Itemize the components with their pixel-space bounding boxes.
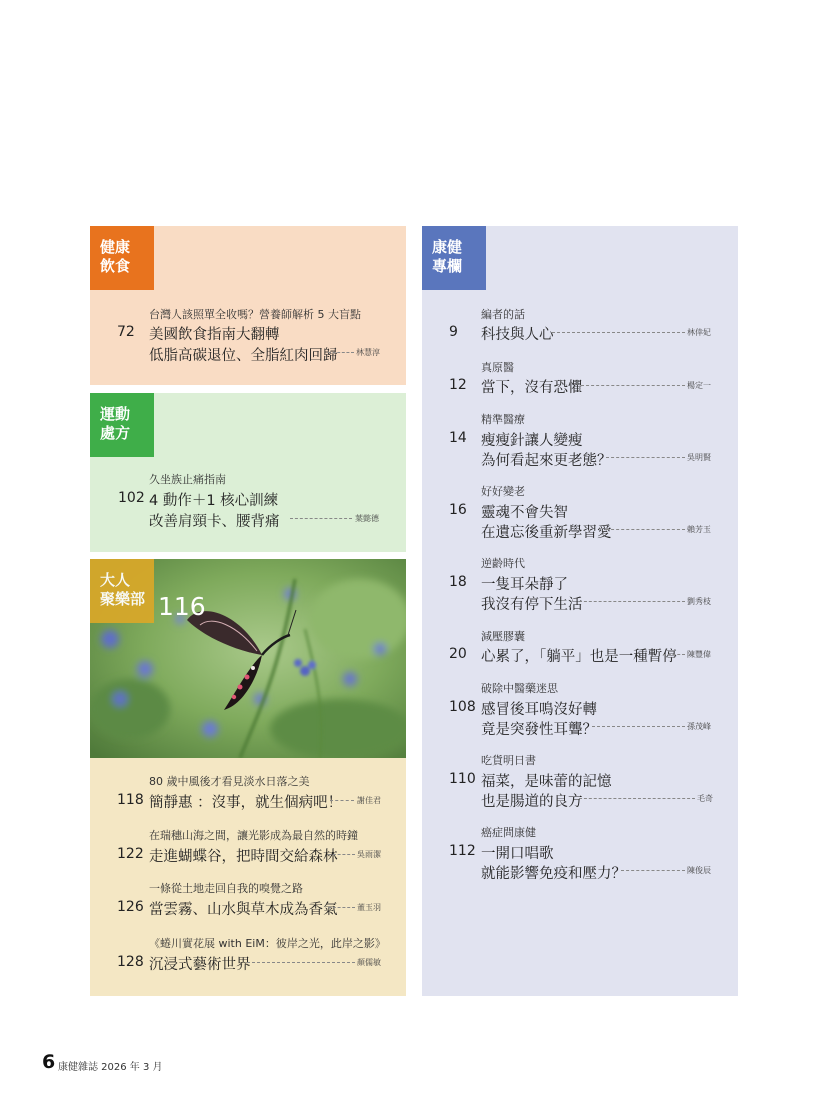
leader-line: [606, 529, 685, 530]
section-exercise: [90, 393, 406, 552]
leader-line: [328, 907, 355, 908]
section-tag-exercise: 運動 處方: [90, 393, 154, 457]
article-kicker: 癌症問康健: [481, 826, 536, 839]
folio-text: 康健雜誌 2026 年 3 月: [58, 1062, 163, 1073]
leader-line: [552, 332, 685, 333]
article-kicker: 破除中醫藥迷思: [481, 682, 558, 695]
article-kicker: 減壓膠囊: [481, 630, 525, 643]
page-number[interactable]: 9: [449, 324, 458, 340]
section-tag-diet: 健康 飲食: [90, 226, 154, 290]
article-title[interactable]: 心累了，「躺平」也是一種暫停: [481, 649, 677, 665]
leader-line: [581, 385, 685, 386]
club-page-number[interactable]: 116: [158, 592, 206, 621]
leader-line: [579, 798, 695, 799]
article-author: 吳雨潔: [357, 850, 381, 859]
article-author: 林慧淳: [356, 348, 380, 357]
article-kicker: 80 歲中風後才看見淡水日落之美: [149, 775, 310, 788]
article-title[interactable]: 當下，沒有恐懼: [481, 380, 583, 396]
article-title-line2[interactable]: 竟是突發性耳聾？: [481, 722, 597, 738]
page-number[interactable]: 112: [449, 843, 476, 859]
article-author: 陳俊辰: [687, 866, 711, 875]
leader-line: [579, 601, 685, 602]
article-author: 劉秀枝: [687, 597, 711, 606]
article-title-line2[interactable]: 為何看起來更老態？: [481, 453, 612, 469]
article-kicker: 《蜷川實花展 with EiM：彼岸之光，此岸之影》: [149, 937, 386, 950]
folio-page-number: 6: [42, 1051, 56, 1073]
article-title[interactable]: 當雲霧、山水與草木成為香氣: [149, 902, 338, 918]
leader-line: [247, 962, 355, 963]
page-number[interactable]: 102: [118, 490, 145, 506]
article-author: 林倖妃: [687, 328, 711, 337]
article-title-line2[interactable]: 就能影響免疫和壓力？: [481, 866, 626, 882]
article-title[interactable]: 走進蝴蝶谷，把時間交給森林: [149, 849, 338, 865]
article-author: 董玉羽: [357, 903, 381, 912]
page-number[interactable]: 126: [117, 899, 144, 915]
butterfly-photo: [90, 559, 406, 758]
article-title[interactable]: 感冒後耳鳴沒好轉: [481, 702, 597, 718]
leader-line: [328, 352, 354, 353]
article-kicker: 吃貨明日書: [481, 754, 536, 767]
article-author: 葉懿德: [355, 514, 379, 523]
leader-line: [592, 726, 685, 727]
article-author: 顏儒敏: [357, 958, 381, 967]
page-number[interactable]: 108: [449, 699, 476, 715]
article-author: 孫茂峰: [687, 722, 711, 731]
article-title[interactable]: 瘦瘦針讓人變瘦: [481, 433, 583, 449]
article-author: 毛奇: [697, 794, 713, 803]
section-column: [422, 226, 738, 996]
article-kicker: 逆齡時代: [481, 557, 525, 570]
section-club: [90, 758, 406, 996]
article-kicker: 真原醫: [481, 361, 514, 374]
article-title[interactable]: 美國飲食指南大翻轉: [149, 327, 280, 343]
page-number[interactable]: 14: [449, 430, 467, 446]
article-author: 楊定一: [687, 381, 711, 390]
article-kicker: 一條從土地走回自我的嗅覺之路: [149, 882, 303, 895]
section-diet: [90, 226, 406, 385]
page-number[interactable]: 122: [117, 846, 144, 862]
leader-line: [621, 870, 685, 871]
article-kicker: 編者的話: [481, 308, 525, 321]
article-kicker: 台灣人該照單全收嗎？營養師解析 5 大盲點: [149, 308, 361, 321]
article-kicker: 久坐族止痛指南: [149, 473, 226, 486]
article-title-line2[interactable]: 低脂高碳退位、全脂紅肉回歸: [149, 348, 338, 364]
article-title[interactable]: 科技與人心: [481, 327, 554, 343]
leader-line: [330, 800, 354, 801]
article-author: 賴芳玉: [687, 525, 711, 534]
article-title-line2[interactable]: 我沒有停下生活: [481, 597, 583, 613]
article-author: 陳豐偉: [687, 650, 711, 659]
page-number[interactable]: 18: [449, 574, 467, 590]
article-kicker: 在瑞穗山海之間，讓光影成為最自然的時鐘: [149, 829, 358, 842]
leader-line: [663, 654, 685, 655]
leader-line: [606, 457, 685, 458]
page-number[interactable]: 16: [449, 502, 467, 518]
page-number[interactable]: 110: [449, 771, 476, 787]
article-kicker: 好好變老: [481, 485, 525, 498]
page-number[interactable]: 128: [117, 954, 144, 970]
article-title[interactable]: 4 動作＋1 核心訓練: [149, 493, 279, 509]
page-number[interactable]: 20: [449, 646, 467, 662]
article-title-line2[interactable]: 改善肩頸卡、腰背痛: [149, 514, 280, 530]
article-title-line2[interactable]: 在遺忘後重新學習愛: [481, 525, 612, 541]
section-tag-club: 大人 聚樂部: [90, 559, 154, 623]
article-title[interactable]: 簡靜惠 ：沒事，就生個病吧！: [149, 795, 343, 811]
page-number[interactable]: 118: [117, 792, 144, 808]
page-number[interactable]: 72: [117, 324, 135, 340]
page-number[interactable]: 12: [449, 377, 467, 393]
article-author: 吳明賢: [687, 453, 711, 462]
article-title-line2[interactable]: 也是腸道的良方: [481, 794, 583, 810]
leader-line: [290, 518, 352, 519]
leader-line: [328, 854, 355, 855]
article-title[interactable]: 沉浸式藝術世界: [149, 957, 251, 973]
article-title[interactable]: 靈魂不會失智: [481, 505, 568, 521]
article-title[interactable]: 一隻耳朵靜了: [481, 577, 568, 593]
article-title[interactable]: 福菜，是味蕾的記憶: [481, 774, 612, 790]
article-title[interactable]: 一開口唱歌: [481, 846, 554, 862]
article-kicker: 精準醫療: [481, 413, 525, 426]
article-author: 謝佳君: [357, 796, 381, 805]
section-tag-column: 康健 專欄: [422, 226, 486, 290]
